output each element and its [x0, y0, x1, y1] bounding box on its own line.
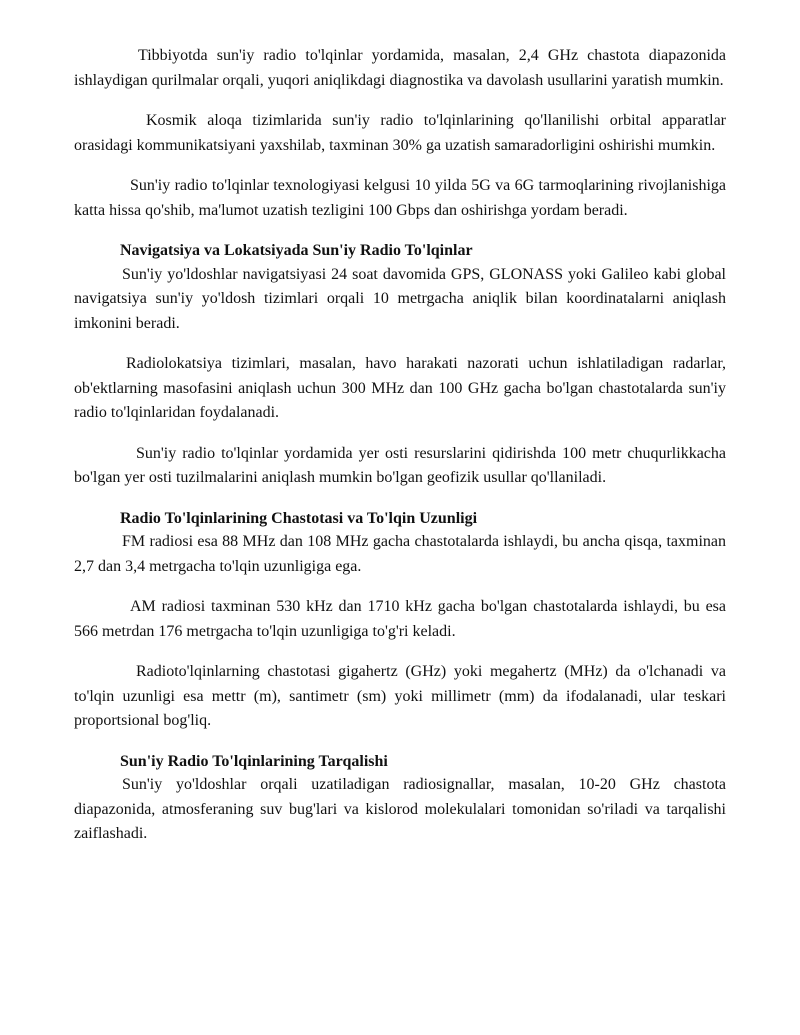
paragraph-medicine: Tibbiyotda sun'iy radio to'lqinlar yordamida, masalan, 2,4 GHz chastota diapazonida ishlaydigan qurilmalar orqali, yuqori aniqlikdagi diagnostika va davolash usullarini yaratish mumkin. [74, 47, 726, 89]
paragraph-frequency-units: Radioto'lqinlarning chastotasi gigahertz (GHz) yoki megahertz (MHz) da o'lchanadi va to'lqin uzunligi esa mettr (m), santimetr (sm) yoki millimetr (mm) da ifodalanadi, ular teskari proportsional bog'liq. [74, 663, 726, 729]
paragraph-radiolocation: Radiolokatsiya tizimlari, masalan, havo harakati nazorati uchun ishlatiladigan radarlar, ob'ektlarning masofasini aniqlash uchun 300 MHz dan 100 GHz gacha bo'lgan chastotalarda sun'iy radio to'lqinlaridan foydalanadi. [74, 355, 726, 421]
paragraph-geophysics: Sun'iy radio to'lqinlar yordamida yer osti resurslarini qidirishda 100 metr chuqurlikkacha bo'lgan yer osti tuzilmalarini aniqlash mumkin bo'lgan geofizik usullar qo'llaniladi. [74, 444, 726, 486]
heading-frequency: Radio To'lqinlarining Chastotasi va To'lqin Uzunligi [120, 509, 478, 527]
heading-navigation: Navigatsiya va Lokatsiyada Sun'iy Radio To'lqinlar [120, 242, 473, 259]
paragraph-satellite-navigation: Sun'iy yo'ldoshlar navigatsiyasi 24 soat davomida GPS, GLONASS yoki Galileo kabi global navigatsiya sun'iy yo'ldosh tizimlari orqali 10 metrgacha aniqlik bilan koordinatalarni aniqlash imkonini beradi. [74, 265, 726, 332]
paragraph-fm-radio: FM radiosi esa 88 MHz dan 108 MHz gacha chastotalarda ishlaydi, bu ancha qisqa, taxminan 2,7 dan 3,4 metrgacha to'lqin uzunligiga ega. [74, 533, 726, 575]
paragraph-am-radio: AM radiosi taxminan 530 kHz dan 1710 kHz gacha bo'lgan chastotalarda ishlaydi, bu esa 566 metrdan 176 metrgacha to'lqin uzunligiga to'g'ri keladi. [74, 598, 726, 640]
paragraph-5g-6g: Sun'iy radio to'lqinlar texnologiyasi kelgusi 10 yilda 5G va 6G tarmoqlarining rivojlanishiga katta hissa qo'shib, ma'lumot uzatish tezligini 100 Gbps dan oshirishga yordam beradi. [74, 177, 726, 219]
paragraph-signal-absorption: Sun'iy yo'ldoshlar orqali uzatiladigan radiosignallar, masalan, 10-20 GHz chastota diapazonida, atmosferaning suv bug'lari va kislorod molekulalari tomonidan so'riladi va tarqalishi zaiflashadi. [74, 776, 726, 842]
heading-propagation: Sun'iy Radio To'lqinlarining Tarqalishi [120, 752, 388, 770]
paragraph-space-communication: Kosmik aloqa tizimlarida sun'iy radio to'lqinlarining qo'llanilishi orbital apparatlar orasidagi kommunikatsiyani yaxshilab, taxminan 30% ga uzatish samaradorligini oshirishi mumkin. [74, 112, 726, 154]
document-page [74, 44, 726, 847]
